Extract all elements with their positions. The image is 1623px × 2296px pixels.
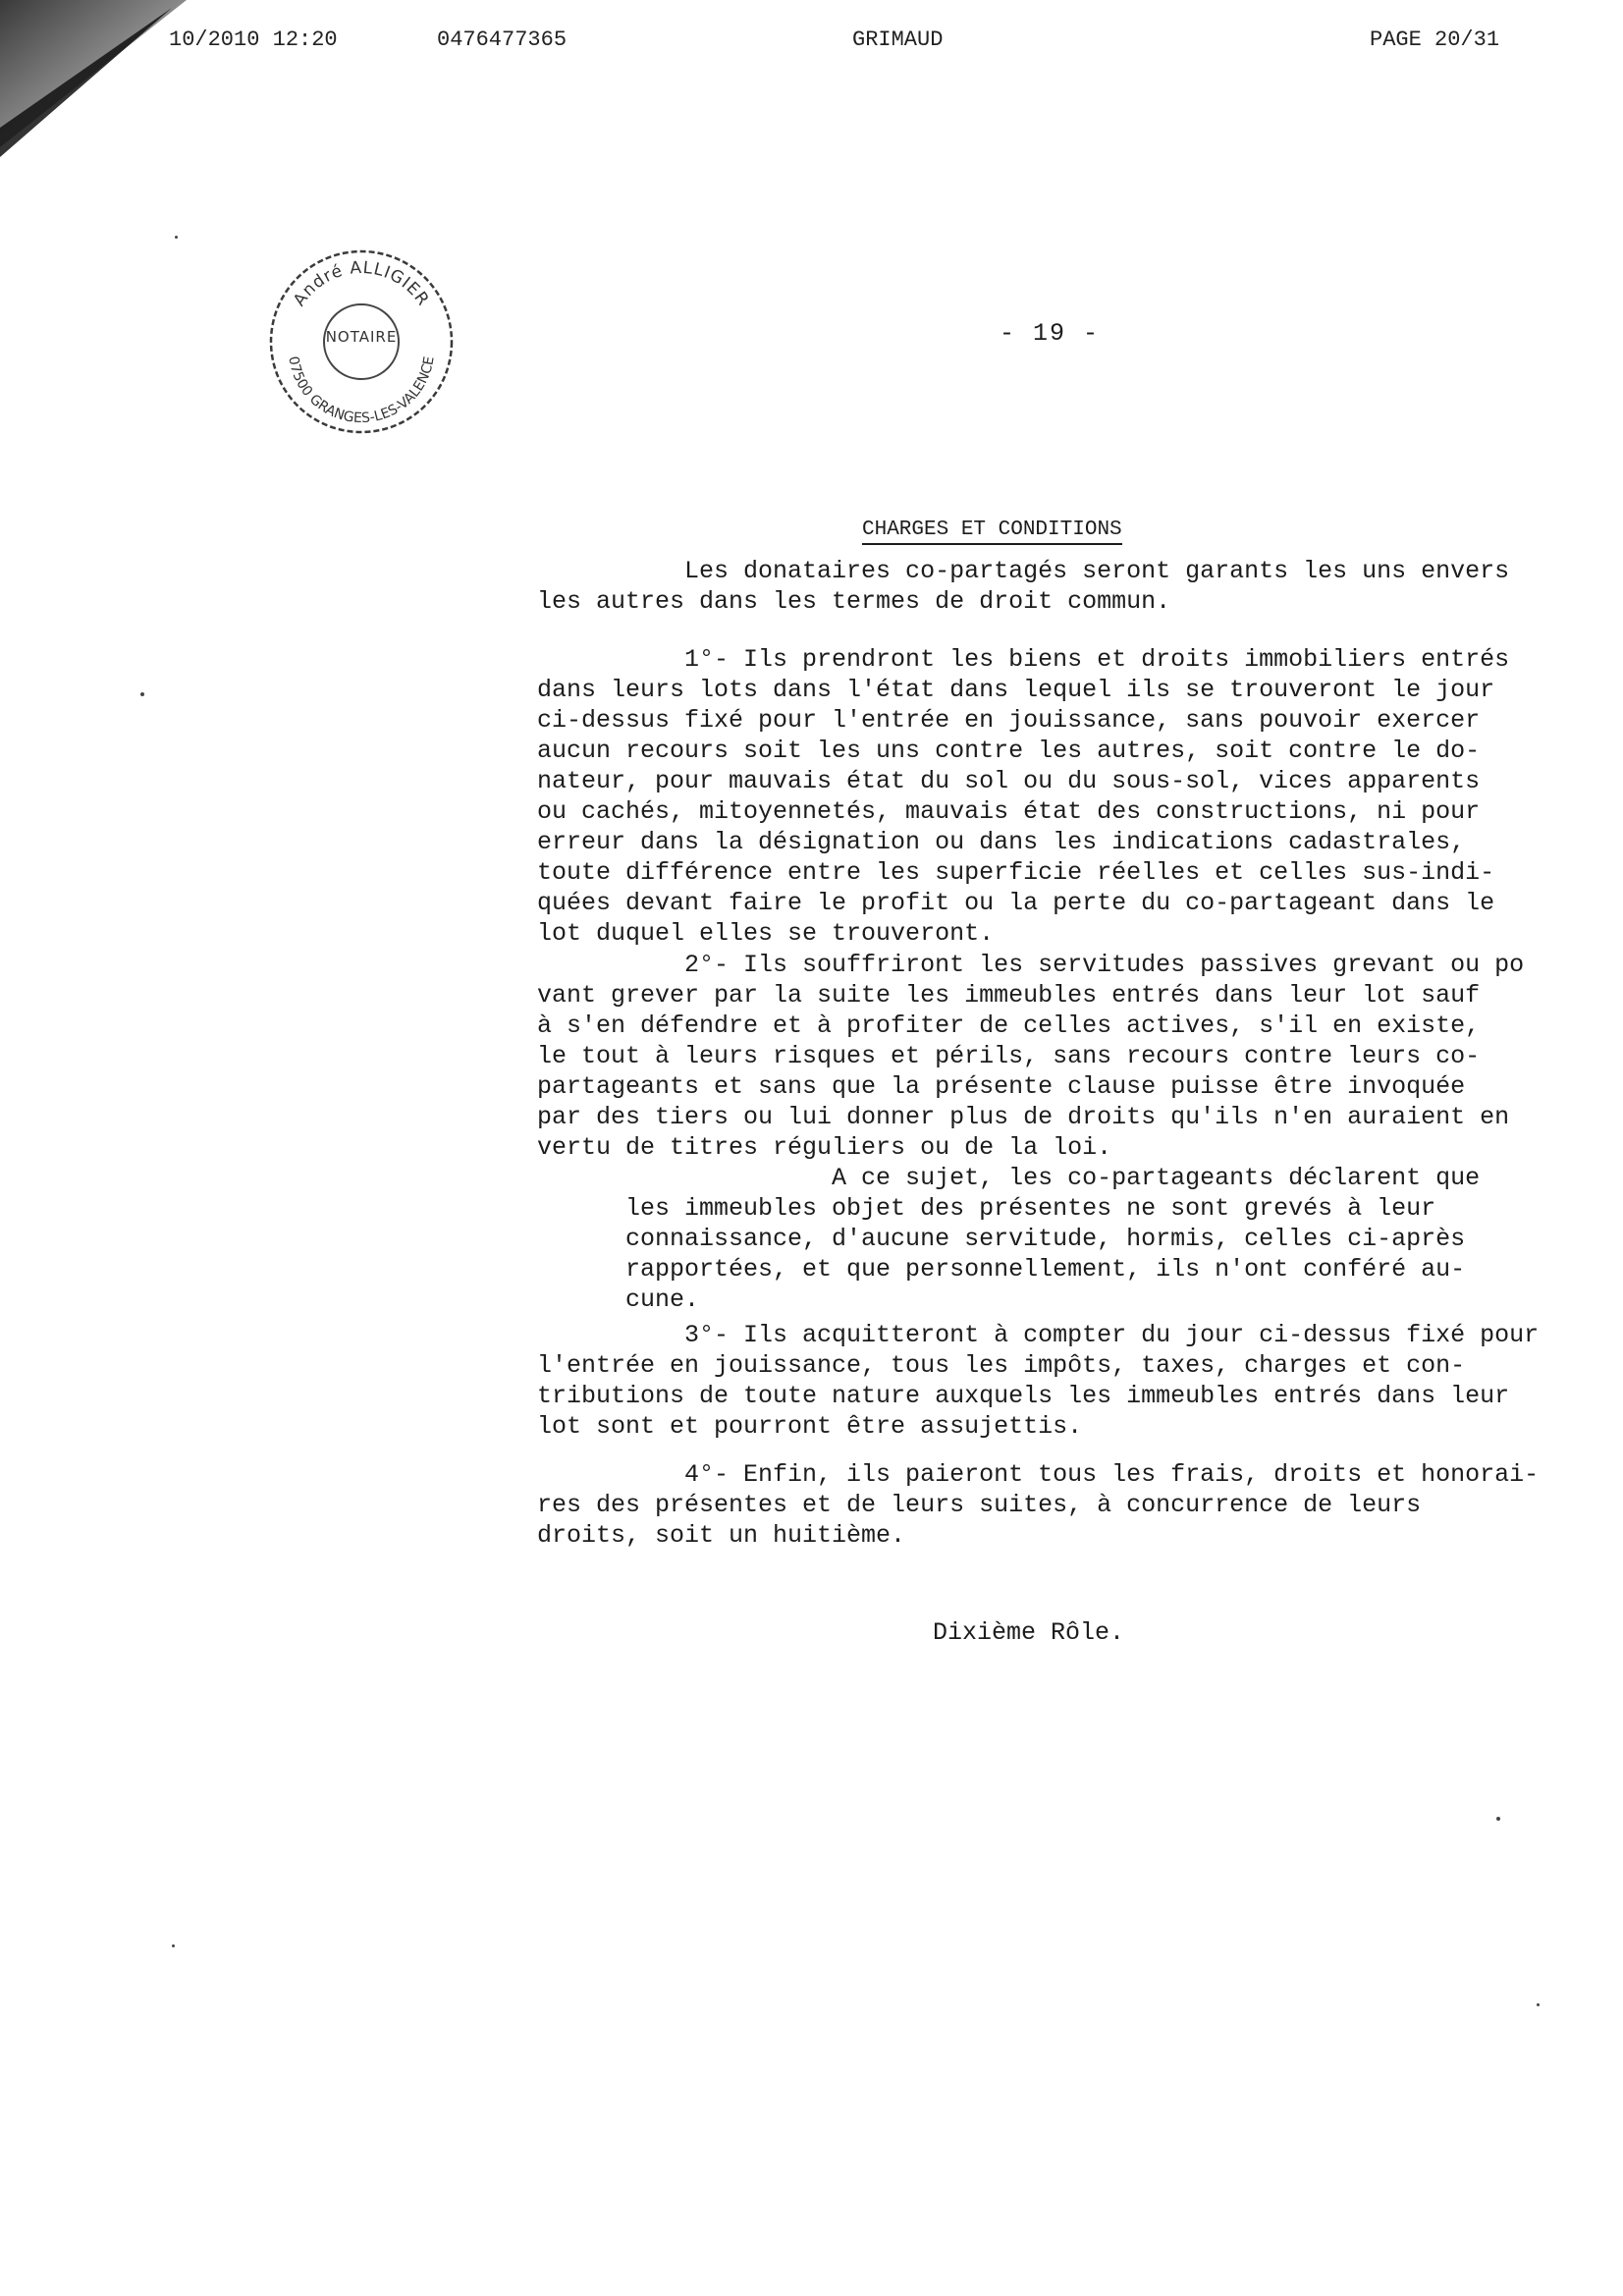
scan-speck <box>1537 2003 1540 2006</box>
notary-stamp <box>267 247 456 436</box>
paragraph-clause-1: 1°- Ils prendront les biens et droits immobiliers entrés dans leurs lots dans l'état dans lequel ils se trouveront le jour ci-dessus fixé pour l'entrée en jouissance, sans pouvoir exercer aucun recours soit les uns contre les autres, soit contre le do- nateur, pour mauvais état du sol ou du sous-sol, vices apparents ou cachés, mitoyennetés, mauvais état des constructions, ni pour erreur dans la désignation ou dans les indications cadastrales, toute différence entre les superficie réelles et celles sus-indi- quées devant faire le profit ou la perte du co-partageant dans le lot duquel elles se trouveront. <box>537 645 1510 948</box>
fax-page-count: PAGE 20/31 <box>1370 27 1500 52</box>
fax-number: 0476477365 <box>437 27 568 52</box>
fax-datetime: 10/2010 12:20 <box>169 27 338 52</box>
stamp-bottom-text: 07500 GRANGES-LES-VALENCE <box>285 355 438 427</box>
scan-speck <box>175 236 178 239</box>
stamp-top-text: André ALLIGIER <box>289 257 434 310</box>
scan-speck <box>172 1944 175 1947</box>
section-title: CHARGES ET CONDITIONS <box>862 519 1122 545</box>
paragraph-clause-2: 2°- Ils souffriront les servitudes passives grevant ou po vant grever par la suite les immeubles entrés dans leur lot sauf à s'en défendre et à profiter de celles actives, s'il en existe, le tout à leurs risques et périls, sans recours contre leurs co- partageants et sans que la présente clause puisse être invoquée par des tiers ou lui donner plus de droits qu'ils n'en auraient en vertu de titres réguliers ou de la loi. <box>537 951 1525 1162</box>
stamp-center-text: NOTAIRE <box>325 328 398 346</box>
fax-sender-name: GRIMAUD <box>852 27 944 52</box>
paragraph-clause-4: 4°- Enfin, ils paieront tous les frais, droits et honorai- res des présentes et de leurs suites, à concurrence de leurs droits, soit un huitième. <box>537 1460 1540 1550</box>
page-number: - 19 - <box>1000 319 1101 348</box>
paragraph-intro: Les donataires co-partagés seront garants les uns envers les autres dans les termes de droit commun. <box>537 557 1510 616</box>
paragraph-clause-3: 3°- Ils acquitteront à compter du jour ci-dessus fixé pour l'entrée en jouissance, tous les impôts, taxes, charges et con- tributions de toute nature auxquels les immeubles entrés dans leur lot sont et pourront être assujettis. <box>537 1321 1540 1441</box>
paragraph-clause-2-note: A ce sujet, les co-partageants déclarent que les immeubles objet des présentes ne sont grevés à leur connaissance, d'aucune servitude, hormis, celles ci-après rapportées, et que personnellement, ils n'ont conféré au- cune. <box>625 1164 1481 1314</box>
folded-corner <box>0 0 255 167</box>
fax-header <box>0 27 1623 57</box>
scan-speck <box>140 692 144 696</box>
scan-speck <box>1496 1817 1500 1821</box>
closing-line: Dixième Rôle. <box>933 1618 1125 1647</box>
